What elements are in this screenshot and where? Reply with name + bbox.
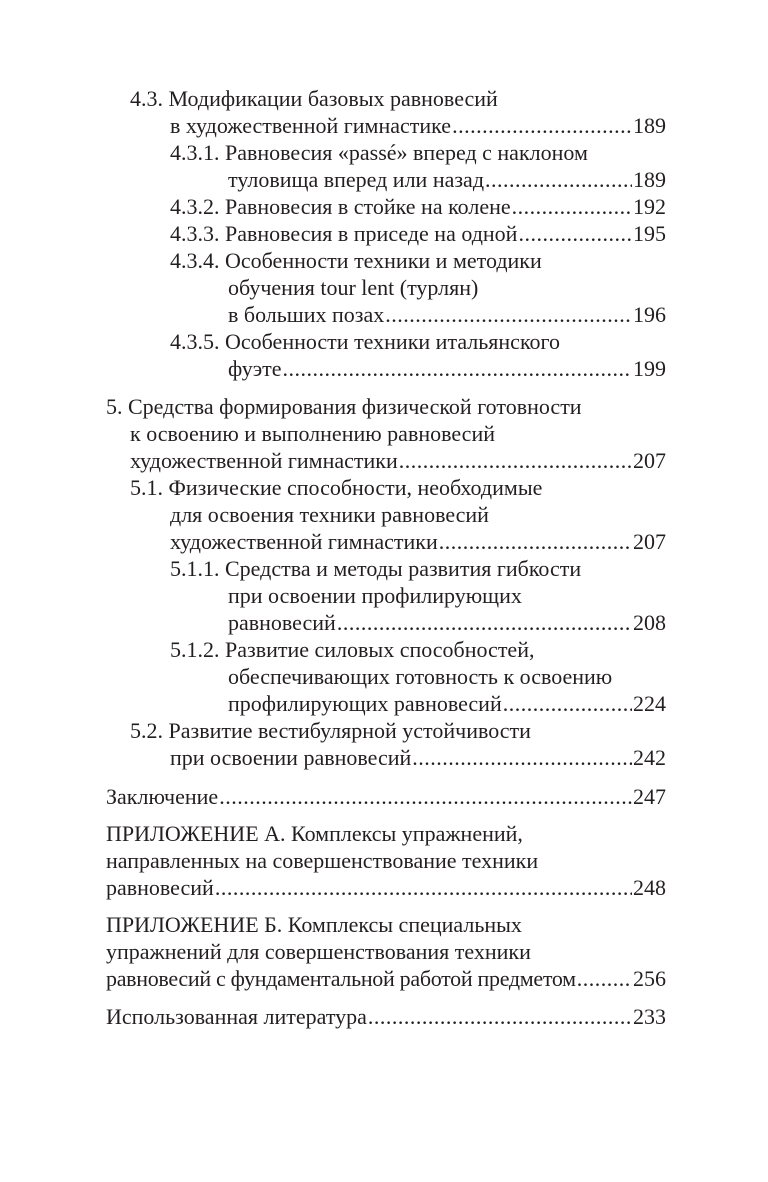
toc-entry-title: 4.3. Модификации базовых равновесий bbox=[130, 86, 498, 111]
toc-entry-title: 5.1. Физические способности, необходимые bbox=[130, 475, 543, 500]
toc-entry-5-1-1-line-1 bbox=[170, 555, 581, 582]
toc-entry-5-line-3 bbox=[130, 447, 666, 474]
toc-entry-title: равновесий bbox=[106, 875, 214, 900]
dot-leader bbox=[215, 874, 632, 901]
toc-entry-4-3-3 bbox=[170, 220, 666, 247]
toc-entry-title: равновесий с фундаментальной работой предметом bbox=[106, 966, 576, 991]
toc-entry-appendix-a-line-3 bbox=[106, 874, 666, 901]
dot-leader bbox=[452, 112, 632, 139]
toc-entry-5-2-line-1 bbox=[130, 717, 531, 744]
toc-entry-title: профилирующих равновесий bbox=[228, 691, 502, 716]
toc-entry-title: обеспечивающих готовность к освоению bbox=[228, 664, 613, 689]
toc-entry-literature bbox=[106, 1003, 666, 1030]
dot-leader bbox=[368, 1003, 632, 1030]
toc-entry-title: упражнений для совершенствования техники bbox=[106, 939, 531, 964]
toc-entry-5-1-line-2 bbox=[170, 501, 489, 528]
toc-entry-4-3-2 bbox=[170, 193, 666, 220]
toc-entry-title: в художественной гимнастике bbox=[170, 113, 452, 138]
toc-entry-5-2-line-2 bbox=[170, 744, 666, 771]
toc-entry-4-3-4-line-2 bbox=[228, 274, 478, 301]
toc-entry-appendix-b-line-1 bbox=[106, 911, 522, 938]
toc-entry-title: 4.3.3. Равновесия в приседе на одной bbox=[170, 221, 518, 246]
toc-entry-title: 4.3.1. Равновесия «passé» вперед с наклоном bbox=[170, 140, 588, 165]
toc-entry-title: 5.1.1. Средства и методы развития гибкости bbox=[170, 556, 582, 581]
toc-entry-5-line-1 bbox=[106, 393, 582, 420]
toc-entry-title: 4.3.2. Равновесия в стойке на колене bbox=[170, 194, 511, 219]
toc-entry-4-3-line-1 bbox=[130, 85, 498, 112]
toc-page-number: 189 bbox=[633, 167, 666, 192]
toc-entry-title: равновесий bbox=[228, 610, 336, 635]
toc-entry-4-3-1-line-1 bbox=[170, 139, 588, 166]
toc-entry-appendix-a-line-2 bbox=[106, 847, 538, 874]
toc-entry-title: Использованная литература bbox=[106, 1004, 367, 1029]
toc-page-number: 189 bbox=[633, 113, 666, 138]
toc-entry-title: обучения tour lent (турлян) bbox=[228, 275, 479, 300]
toc-entry-appendix-b-line-3 bbox=[106, 965, 666, 992]
toc-entry-5-1-1-line-2 bbox=[228, 582, 522, 609]
dot-leader bbox=[399, 447, 632, 474]
toc-entry-title: туловища вперед или назад bbox=[228, 167, 485, 192]
dot-leader bbox=[412, 744, 632, 771]
toc-entry-appendix-a-line-1 bbox=[106, 820, 523, 847]
toc-entry-title: при освоении профилирующих bbox=[228, 583, 522, 608]
toc-entry-5-1-2-line-3 bbox=[228, 690, 666, 717]
toc-page-number: 195 bbox=[633, 221, 666, 246]
toc-page-number: 208 bbox=[633, 610, 666, 635]
toc-entry-title: 4.3.5. Особенности техники итальянского bbox=[170, 329, 560, 354]
dot-leader bbox=[219, 783, 632, 810]
toc-entry-4-3-1-line-2 bbox=[228, 166, 666, 193]
toc-entry-4-3-5-line-2 bbox=[228, 355, 666, 382]
toc-entry-5-1-2-line-2 bbox=[228, 663, 612, 690]
toc-page-number: 192 bbox=[633, 194, 666, 219]
dot-leader bbox=[385, 301, 632, 328]
toc-entry-title: 5.1.2. Развитие силовых способностей, bbox=[170, 637, 535, 662]
dot-leader bbox=[577, 965, 632, 992]
toc-entry-conclusion bbox=[106, 783, 666, 810]
toc-entry-4-3-line-2 bbox=[170, 112, 666, 139]
toc-entry-title: ПРИЛОЖЕНИЕ Б. Комплексы специальных bbox=[106, 912, 522, 937]
dot-leader bbox=[512, 193, 632, 220]
toc-entry-title: при освоении равновесий bbox=[170, 745, 412, 770]
toc-entry-4-3-4-line-3 bbox=[228, 301, 666, 328]
toc-entry-5-1-line-1 bbox=[130, 474, 542, 501]
toc-entry-title: к освоению и выполнению равновесий bbox=[130, 421, 495, 446]
toc-entry-title: Заключение bbox=[106, 784, 219, 809]
toc-page-number: 242 bbox=[633, 745, 666, 770]
toc-entry-5-line-2 bbox=[130, 420, 495, 447]
toc-entry-title: фуэте bbox=[228, 356, 282, 381]
toc-page-number: 196 bbox=[633, 302, 666, 327]
toc-entry-title: 4.3.4. Особенности техники и методики bbox=[170, 248, 542, 273]
toc-entry-4-3-5-line-1 bbox=[170, 328, 560, 355]
toc-page-number: 248 bbox=[633, 875, 666, 900]
dot-leader bbox=[283, 355, 632, 382]
toc-entry-appendix-b-line-2 bbox=[106, 938, 531, 965]
toc-entry-title: направленных на совершенствование техники bbox=[106, 848, 539, 873]
toc-entry-title: художественной гимнастики bbox=[130, 448, 398, 473]
toc-page-number: 199 bbox=[633, 356, 666, 381]
toc-page-number: 207 bbox=[633, 448, 666, 473]
toc-entry-4-3-4-line-1 bbox=[170, 247, 542, 274]
dot-leader bbox=[518, 220, 632, 247]
dot-leader bbox=[485, 166, 632, 193]
toc-entry-5-1-2-line-1 bbox=[170, 636, 534, 663]
toc-page-number: 233 bbox=[633, 1004, 666, 1029]
toc-entry-title: для освоения техники равновесий bbox=[170, 502, 489, 527]
dot-leader bbox=[503, 690, 632, 717]
toc-entry-title: в больших позах bbox=[228, 302, 385, 327]
toc-entry-title: 5. Средства формирования физической готовности bbox=[106, 394, 582, 419]
toc-entry-5-1-line-3 bbox=[170, 528, 666, 555]
toc-entry-title: ПРИЛОЖЕНИЕ А. Комплексы упражнений, bbox=[106, 821, 523, 846]
toc-page-number: 207 bbox=[633, 529, 666, 554]
toc-page-number: 256 bbox=[633, 966, 666, 991]
toc-entry-title: 5.2. Развитие вестибулярной устойчивости bbox=[130, 718, 531, 743]
toc-page-number: 224 bbox=[633, 691, 666, 716]
dot-leader bbox=[439, 528, 632, 555]
dot-leader bbox=[337, 609, 632, 636]
toc-entry-5-1-1-line-3 bbox=[228, 609, 666, 636]
toc-page-number: 247 bbox=[633, 784, 666, 809]
toc-entry-title: художественной гимнастики bbox=[170, 529, 438, 554]
